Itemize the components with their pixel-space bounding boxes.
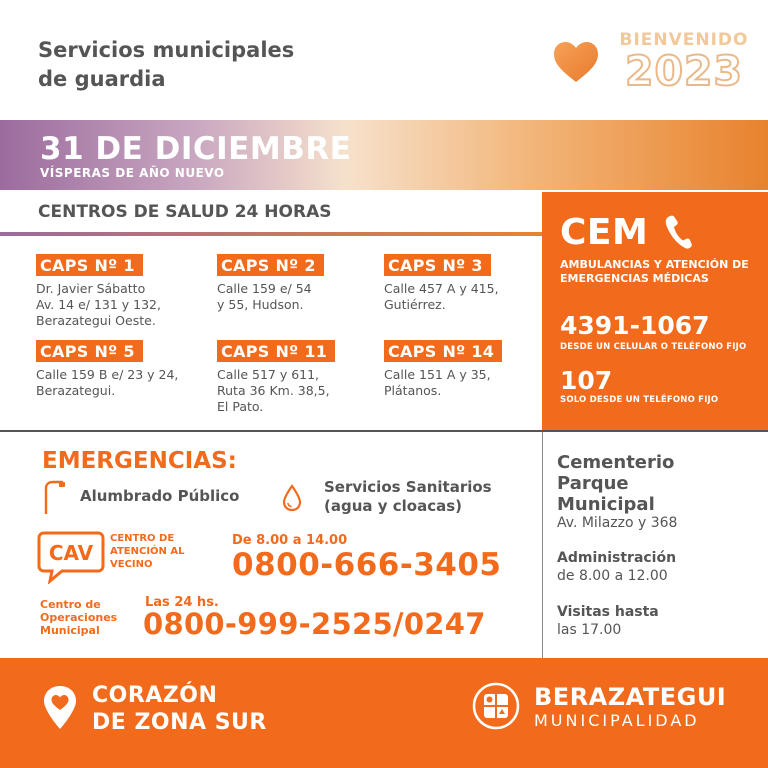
slogan-line-1: CORAZÓN: [92, 683, 218, 708]
cem-phone-2-note: SOLO DESDE UN TELÉFONO FIJO: [560, 395, 719, 405]
page-title: [38, 36, 358, 94]
caps-label: CAPS Nº 14: [384, 340, 502, 362]
caps-label: CAPS Nº 2: [217, 254, 324, 276]
cav-logo: [36, 530, 106, 584]
cav-hours: De 8.00 a 14.00: [232, 533, 348, 548]
cementerio-line-3: Municipal: [557, 494, 655, 515]
sanitarios-line-2: (agua y cloacas): [324, 497, 462, 515]
caps-address: Calle 151 A y 35, Plátanos.: [384, 367, 491, 398]
centros-divider: [0, 232, 542, 236]
phone-icon: [664, 214, 694, 250]
section-divider: [0, 430, 768, 432]
caps-item: [36, 340, 206, 399]
brand-name: BERAZATEGUI: [534, 683, 727, 711]
cav-phone: 0800-666-3405: [232, 547, 502, 583]
title-line-2: de guardia: [38, 67, 166, 91]
caps-label: CAPS Nº 5: [36, 340, 143, 362]
caps-address: Calle 159 B e/ 23 y 24, Berazategui.: [36, 367, 179, 398]
com-line-3: Municipal: [40, 624, 100, 637]
com-line-1: Centro de: [40, 598, 101, 611]
street-lamp-icon: [40, 480, 66, 514]
cav-line-1: CENTRO DE: [110, 533, 175, 544]
cav-logo-text: CAV: [48, 541, 94, 565]
emergencias-title: EMERGENCIAS:: [42, 448, 237, 474]
caps-item: [384, 340, 554, 399]
cem-phone-1: 4391-1067: [560, 311, 710, 340]
title-line-1: Servicios municipales: [38, 38, 295, 62]
caps-label: CAPS Nº 11: [217, 340, 335, 362]
brand-subtitle: MUNICIPALIDAD: [534, 711, 700, 730]
cem-phone-2: 107: [560, 366, 613, 395]
cementerio-line-2: Parque: [557, 473, 629, 494]
centros-heading: CENTROS DE SALUD 24 HORAS: [38, 202, 332, 222]
cementerio-visitas-hours: las 17.00: [557, 622, 622, 638]
cav-description: [110, 532, 210, 571]
cementerio-admin-label: Administración: [557, 550, 677, 566]
alumbrado-label: Alumbrado Público: [80, 487, 240, 505]
welcome-label: BIENVENIDO: [619, 30, 749, 50]
cav-line-2: ATENCIÓN AL: [110, 546, 185, 557]
cem-title: CEM: [560, 212, 649, 253]
welcome-year: 2023: [624, 47, 744, 95]
cem-phone-1-note: DESDE UN CELULAR O TELÉFONO FIJO: [560, 342, 747, 352]
sanitarios-line-1: Servicios Sanitarios: [324, 478, 492, 496]
com-hours: Las 24 hs.: [145, 595, 219, 610]
banner-subtitle: VÍSPERAS DE AÑO NUEVO: [40, 166, 225, 180]
caps-item: [217, 254, 387, 313]
caps-label: CAPS Nº 3: [384, 254, 491, 276]
cementerio-line-1: Cementerio: [557, 452, 675, 473]
cementerio-admin-hours: de 8.00 a 12.00: [557, 568, 668, 584]
banner-date: 31 DE DICIEMBRE: [40, 131, 352, 167]
caps-address: Calle 517 y 611, Ruta 36 Km. 38,5, El Pato.: [217, 367, 330, 414]
caps-label: CAPS Nº 1: [36, 254, 143, 276]
slogan-line-2: DE ZONA SUR: [92, 710, 267, 735]
com-description: [40, 598, 140, 637]
caps-item: [36, 254, 206, 329]
column-divider: [542, 432, 543, 658]
heart-pin-icon: [42, 684, 78, 730]
caps-item: [384, 254, 554, 313]
welcome-badge: [618, 30, 750, 95]
heart-icon: [552, 40, 600, 84]
cementerio-visitas-label: Visitas hasta: [557, 604, 659, 620]
cem-subtitle: AMBULANCIAS Y ATENCIÓN DE EMERGENCIAS MÉDICAS: [560, 258, 749, 285]
caps-address: Calle 159 e/ 54 y 55, Hudson.: [217, 281, 312, 312]
municipal-seal-icon: [472, 682, 520, 730]
com-line-2: Operaciones: [40, 611, 118, 624]
caps-address: Dr. Javier Sábatto Av. 14 e/ 131 y 132, Berazategui Oeste.: [36, 281, 161, 328]
caps-item: [217, 340, 387, 415]
footer-slogan: [92, 682, 267, 736]
caps-address: Calle 457 A y 415, Gutiérrez.: [384, 281, 499, 312]
cementerio-address: Av. Milazzo y 368: [557, 515, 678, 531]
cementerio-name: [557, 452, 674, 515]
sanitarios-label: [324, 478, 492, 516]
cav-line-3: VECINO: [110, 559, 153, 570]
com-phone: 0800-999-2525/0247: [143, 607, 486, 641]
water-drop-icon: [282, 484, 302, 512]
